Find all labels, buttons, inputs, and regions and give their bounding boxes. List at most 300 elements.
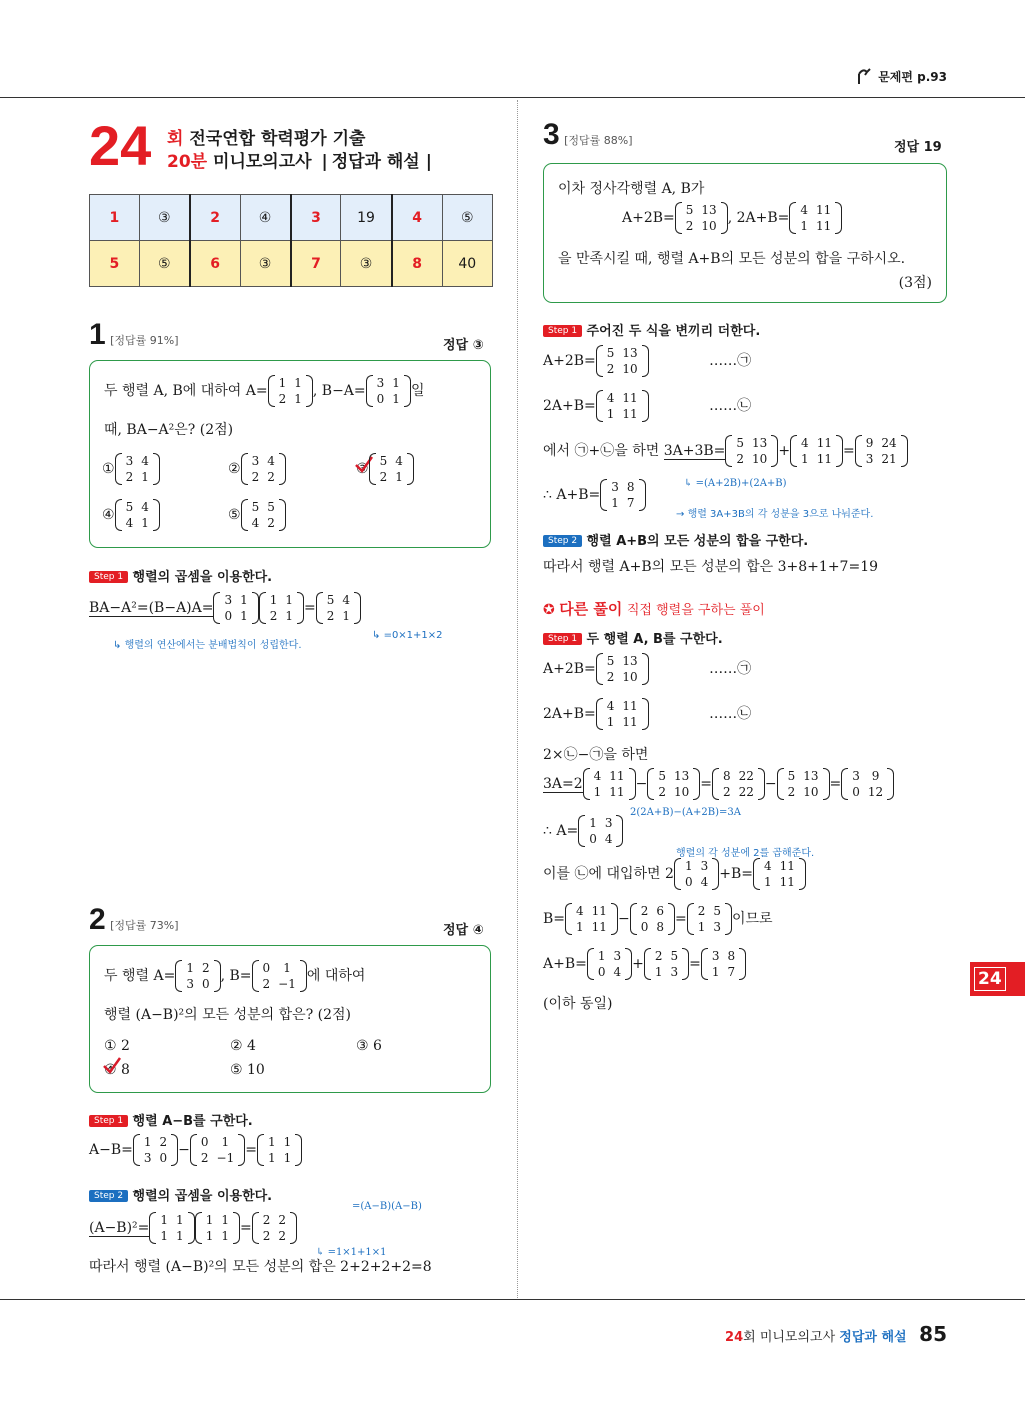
matrix-entry: 1 — [176, 1213, 184, 1227]
matrix-entry: 1 — [763, 875, 772, 889]
alt-sum-lhs: A+B= — [543, 956, 587, 972]
matrix-entry: 3 — [865, 452, 874, 466]
q1-choice-2[interactable] — [228, 453, 286, 485]
matrix-entry: 8 — [656, 920, 664, 934]
step-text: 행렬의 곱셈을 이용한다. — [132, 1189, 273, 1204]
matrix — [777, 768, 830, 800]
q1-sol-lhs: BA−A²=(B−A)A= — [89, 600, 214, 616]
matrix-entry: 5 — [713, 904, 721, 918]
matrix-entry: 2 — [697, 904, 706, 918]
matrix — [259, 592, 304, 624]
matrix-entry: 4 — [606, 699, 615, 713]
matrix-entry: 4 — [604, 832, 613, 846]
matrix — [753, 858, 806, 890]
matrix-entry: 2 — [159, 1135, 168, 1149]
matrix-entry: 2 — [606, 670, 615, 684]
matrix-entry: 5 — [251, 500, 260, 514]
q3-result — [543, 479, 646, 511]
page-header — [89, 114, 152, 177]
q3-eq1: A+2B= — [622, 210, 675, 226]
matrix-entry: 4 — [125, 516, 134, 530]
matrix — [687, 903, 732, 935]
alt-A — [543, 815, 623, 847]
matrix-entry: 3 — [125, 454, 134, 468]
matrix-entry: 3 — [670, 965, 679, 979]
matrix-entry: 5 — [606, 346, 615, 360]
q2-note-top: =(A−B)(A−B) — [352, 1201, 422, 1212]
problem-reference-label: 문제편 p.93 — [878, 69, 947, 84]
answer-num: 4 — [392, 195, 442, 241]
matrix-entry: −1 — [278, 977, 296, 991]
q3-conclusion: 따라서 행렬 A+B의 모든 성분의 합은 3+8+1+7=19 — [543, 559, 879, 575]
answer-value: 19 — [341, 195, 392, 241]
footer-text-1: 회 미니모의고사 — [743, 1330, 840, 1345]
matrix-entry: 1 — [143, 1135, 152, 1149]
q2-choice-2[interactable]: ② 4 — [230, 1038, 256, 1054]
choice-label: ② — [228, 461, 241, 477]
matrix — [600, 479, 645, 511]
matrix-entry: 4 — [342, 593, 351, 607]
matrix-entry: 5 — [736, 436, 745, 450]
answer-value: ⑤ — [139, 241, 190, 287]
matrix-entry: 0 — [684, 875, 693, 889]
answer-num: 1 — [90, 195, 140, 241]
problem-reference[interactable] — [854, 66, 947, 86]
header-title-2: 미니모의고사 — [213, 152, 312, 172]
matrix-entry: 13 — [803, 769, 819, 783]
matrix — [578, 815, 623, 847]
column-divider — [517, 100, 518, 1298]
matrix-entry: 1 — [576, 920, 584, 934]
matrix-entry: 1 — [606, 715, 615, 729]
matrix-entry: 13 — [701, 203, 717, 217]
q2-stem-post: 에 대하여 — [306, 968, 366, 984]
matrix-entry: 1 — [160, 1213, 169, 1227]
q2-step2 — [89, 1185, 272, 1204]
matrix-entry: 10 — [752, 452, 768, 466]
matrix-entry: 3 — [376, 376, 385, 390]
header-line-2: 20분 미니모의고사 | 정답과 해설 | — [167, 152, 432, 172]
matrix-entry: 10 — [622, 362, 638, 376]
matrix-entry: 2 — [200, 1151, 209, 1165]
alt-l1: A+2B= — [543, 661, 596, 677]
answer-num: 3 — [291, 195, 341, 241]
matrix-entry: 1 — [160, 1229, 169, 1243]
answer-num: 7 — [291, 241, 341, 287]
q1-stem-pre: 두 행렬 A, B에 대하여 A= — [104, 383, 268, 399]
step-badge: Step 1 — [89, 1115, 128, 1127]
matrix-entry: 1 — [342, 609, 351, 623]
q1-stem-mid: , B−A= — [312, 383, 366, 399]
alt-operation: 2×㉡−㉠을 하면 — [543, 747, 649, 763]
matrix-entry: 2 — [654, 949, 663, 963]
matrix-entry: 11 — [779, 875, 795, 889]
matrix-entry: 1 — [267, 1135, 276, 1149]
alt-etc: (이하 동일) — [543, 996, 613, 1012]
matrix-entry: 1 — [611, 496, 619, 510]
q3-eq2: , 2A+B= — [727, 210, 790, 226]
matrix-entry: 21 — [881, 452, 897, 466]
matrix-entry: 2 — [201, 961, 210, 975]
matrix-entry: 13 — [673, 769, 690, 783]
matrix-entry: 2 — [262, 1213, 271, 1227]
matrix-entry: 1 — [141, 470, 149, 484]
matrix — [241, 499, 286, 531]
q3-tag-1: ……㉠ — [709, 353, 752, 369]
matrix-entry: 0 — [200, 1135, 209, 1149]
q2-choice-5[interactable]: ⑤ 10 — [230, 1062, 265, 1078]
q1-choice-5[interactable] — [228, 499, 286, 531]
alt-eq-3a: 3A=2 4 11 1 11 − 5 13 2 10 = 8 22 2 22 − 5 13 2 10 = 3 9 0 12 — [543, 768, 894, 800]
matrix — [257, 1134, 302, 1166]
matrix-entry: 11 — [591, 904, 607, 918]
q3-note-b-text: 행렬 3A+3B의 각 성분을 3으로 나눠준다. — [687, 509, 874, 520]
alt-sub-mid: +B= — [719, 866, 753, 882]
matrix-entry: 2 — [278, 1229, 286, 1243]
q2-choice-1[interactable]: ① 2 — [104, 1038, 130, 1054]
q2-heading — [89, 903, 179, 937]
matrix-entry: 0 — [201, 977, 210, 991]
alt-tag-1: ……㉠ — [709, 661, 752, 677]
matrix-entry: 4 — [251, 516, 260, 530]
answer-num: 8 — [392, 241, 442, 287]
hand-pointer-icon — [854, 66, 874, 86]
matrix-entry: 1 — [283, 961, 291, 975]
q2-conclusion: 따라서 행렬 (A−B)²의 모든 성분의 합은 2+2+2+2=8 — [89, 1259, 432, 1275]
matrix-entry: 1 — [205, 1229, 214, 1243]
matrix-entry: 4 — [700, 875, 709, 889]
matrix — [675, 202, 728, 234]
matrix-entry: 1 — [654, 965, 663, 979]
side-tab-label: 24 — [974, 967, 1006, 991]
matrix-entry: 0 — [589, 832, 597, 846]
q3-stem-2: 을 만족시킬 때, 행렬 A+B의 모든 성분의 합을 구하시오. — [558, 251, 906, 267]
matrix-entry: 3 — [186, 977, 194, 991]
answer-num: 2 — [190, 195, 240, 241]
matrix — [565, 903, 618, 935]
q2-choice-3[interactable]: ③ 6 — [356, 1038, 382, 1054]
matrix-entry: 2 — [278, 1213, 286, 1227]
alt-note-2: 행렬의 각 성분에 2를 곱해준다. — [676, 848, 815, 859]
step-badge: Step 1 — [543, 325, 582, 337]
q2-number: 2 — [89, 903, 106, 936]
matrix-entry: 8 — [727, 949, 736, 963]
q2-stem-mid: , B= — [220, 968, 252, 984]
matrix-entry: 11 — [622, 391, 638, 405]
matrix — [701, 948, 746, 980]
matrix-entry: 2 — [640, 904, 649, 918]
answer-value: ③ — [240, 241, 291, 287]
alt-sub-pre: 이를 ㉡에 대입하면 2 — [543, 866, 674, 882]
answer-value: ③ — [139, 195, 190, 241]
matrix-entry: 11 — [622, 699, 638, 713]
matrix-entry: 2 — [379, 470, 388, 484]
matrix-entry: 3 — [613, 949, 622, 963]
matrix-entry: 6 — [656, 904, 664, 918]
matrix-entry: 11 — [816, 452, 832, 466]
q2-answer: 정답 ④ — [443, 923, 484, 938]
matrix-entry: 22 — [738, 769, 754, 783]
matrix-entry: 11 — [609, 785, 625, 799]
bottom-rule — [0, 1299, 1025, 1300]
q1-choice-4[interactable] — [102, 499, 160, 531]
matrix-entry: 4 — [141, 500, 149, 514]
answer-value: ④ — [240, 195, 291, 241]
matrix-entry: 1 — [283, 1135, 292, 1149]
header-line-1 — [167, 124, 365, 149]
matrix-entry: 0 — [159, 1151, 168, 1165]
alt-B-lhs: B= — [543, 911, 566, 927]
matrix-entry: 2 — [722, 785, 731, 799]
matrix-entry: 11 — [622, 407, 638, 421]
matrix-entry: 7 — [727, 965, 736, 979]
matrix-entry: 2 — [262, 977, 271, 991]
q2-stem-2: 행렬 (A−B)²의 모든 성분의 합은? (2점) — [104, 1007, 352, 1023]
matrix — [674, 858, 719, 890]
q3-eq-sum: 에서 ㉠+㉡을 하면 3A+3B= 5 13 2 10 + 4 11 1 11 = 9 24 3 21 — [543, 435, 908, 467]
matrix-entry: 10 — [701, 219, 717, 233]
matrix-entry: 3 — [611, 480, 619, 494]
matrix — [241, 453, 286, 485]
matrix-entry: 5 — [267, 500, 275, 514]
side-tab[interactable] — [970, 962, 1025, 996]
matrix-entry: 5 — [326, 593, 335, 607]
matrix-entry: 8 — [626, 480, 635, 494]
matrix-entry: 2 — [787, 785, 796, 799]
q1-choice-3[interactable] — [356, 453, 414, 485]
matrix-entry: 5 — [787, 769, 796, 783]
matrix-entry: 11 — [779, 859, 795, 873]
matrix-entry: 8 — [722, 769, 731, 783]
q3-points: (3점) — [898, 275, 932, 291]
alt-l2: 2A+B= — [543, 706, 596, 722]
q1-number: 1 — [89, 318, 106, 351]
matrix — [133, 1134, 178, 1166]
matrix — [596, 653, 649, 685]
q2-note-bottom: ↳ =1×1+1×1 — [316, 1247, 387, 1258]
matrix — [712, 768, 765, 800]
matrix-entry: 3 — [711, 949, 720, 963]
matrix-entry: 5 — [606, 654, 615, 668]
matrix-entry: 1 — [240, 593, 248, 607]
matrix-entry: 11 — [816, 203, 832, 217]
matrix-entry: 2 — [267, 470, 275, 484]
matrix-entry: 1 — [294, 376, 302, 390]
q3-note-b: → 행렬 3A+3B의 각 성분을 3으로 나눠준다. — [676, 509, 874, 520]
alt-lhs: 3A=2 — [543, 776, 583, 792]
matrix-entry: 1 — [684, 859, 693, 873]
alt-tag-2: ……㉡ — [709, 706, 752, 722]
answer-value: ⑤ — [442, 195, 492, 241]
matrix-entry: 1 — [395, 470, 403, 484]
matrix-entry: 0 — [597, 965, 606, 979]
q2-step1 — [89, 1110, 253, 1129]
matrix — [647, 768, 700, 800]
matrix-entry: 1 — [800, 219, 809, 233]
matrix-entry: 3 — [852, 769, 860, 783]
alt-note: 2(2A+B)−(A+2B)=3A — [630, 807, 741, 818]
step-text: 행렬 A+B의 모든 성분의 합을 구한다. — [586, 534, 809, 549]
answer-value: ③ — [341, 241, 392, 287]
matrix-entry: 3 — [700, 859, 709, 873]
q2-rate: [정답률 73%] — [110, 919, 179, 932]
q2-step1-eq: A−B= 1 2 3 0 − 0 1 2 −1 = 1 1 1 1 — [89, 1134, 302, 1166]
answer-num: 5 — [90, 241, 140, 287]
matrix-entry: 4 — [801, 436, 809, 450]
q3-box — [543, 163, 947, 303]
q3-heading — [543, 118, 633, 152]
matrix-entry: 4 — [593, 769, 602, 783]
choice-text: ④ 8 — [104, 1062, 130, 1078]
matrix — [175, 960, 220, 992]
header-title-3: 정답과 해설 — [331, 152, 420, 172]
check-mark-icon — [102, 1056, 122, 1076]
q1-box — [89, 360, 491, 548]
q3-stem-eq — [622, 202, 842, 234]
matrix — [316, 592, 361, 624]
q3-tag-2: ……㉡ — [709, 398, 752, 414]
q1-stem — [104, 375, 424, 407]
q1-answer: 정답 ③ — [443, 338, 484, 353]
matrix-entry: 1 — [697, 920, 706, 934]
matrix — [369, 453, 414, 485]
matrix — [644, 948, 689, 980]
matrix-entry: 2 — [269, 609, 278, 623]
matrix-entry: 5 — [685, 203, 694, 217]
matrix-entry: 2 — [736, 452, 745, 466]
matrix — [596, 345, 649, 377]
matrix — [790, 435, 843, 467]
choice-label: ④ — [102, 507, 115, 523]
choice-label: ⑤ — [228, 507, 241, 523]
matrix — [596, 698, 649, 730]
q3-l1: A+2B= — [543, 353, 596, 369]
matrix-entry: 1 — [205, 1213, 214, 1227]
matrix-entry: 0 — [376, 392, 385, 406]
matrix-entry: 2 — [278, 392, 287, 406]
step-text: 행렬의 곱셈을 이용한다. — [132, 570, 273, 585]
matrix-entry: 1 — [801, 452, 809, 466]
matrix — [268, 375, 313, 407]
matrix-entry: 1 — [285, 593, 294, 607]
matrix-entry: 3 — [224, 593, 233, 607]
star-icon: ✪ — [543, 602, 555, 618]
q3-add-pre: 에서 ㉠+㉡을 하면 — [543, 443, 664, 459]
matrix-entry: 5 — [670, 949, 679, 963]
step-badge: Step 2 — [543, 535, 582, 547]
q2-note-bottom-text: =1×1+1×1 — [327, 1247, 387, 1258]
q1-step1 — [89, 566, 272, 585]
matrix — [583, 768, 636, 800]
alt-A-lhs: ∴ A= — [543, 823, 579, 839]
matrix — [596, 390, 649, 422]
answer-num: 6 — [190, 241, 240, 287]
step-badge: Step 1 — [543, 633, 582, 645]
matrix-entry: 10 — [673, 785, 690, 799]
matrix-entry: 1 — [176, 1229, 184, 1243]
matrix-entry: 2 — [606, 362, 615, 376]
matrix-entry: 4 — [613, 965, 622, 979]
alt-solution-title — [543, 598, 765, 619]
matrix-entry: 1 — [294, 392, 302, 406]
q2-stem-pre: 두 행렬 A= — [104, 968, 176, 984]
matrix-entry: 1 — [240, 609, 248, 623]
matrix-entry: 1 — [186, 961, 194, 975]
q3-note-a: ↳ =(A+2B)+(2A+B) — [684, 478, 787, 489]
q3-answer: 정답 19 — [894, 140, 942, 155]
matrix — [855, 435, 908, 467]
matrix-entry: 7 — [626, 496, 635, 510]
matrix — [630, 903, 675, 935]
matrix — [149, 1212, 194, 1244]
matrix — [115, 453, 160, 485]
step-badge: Step 1 — [89, 571, 128, 583]
matrix-entry: 9 — [865, 436, 874, 450]
matrix-entry: 3 — [251, 454, 260, 468]
q3-number: 3 — [543, 118, 560, 151]
answer-table — [89, 194, 493, 287]
matrix-entry: 11 — [816, 436, 832, 450]
matrix-entry: 4 — [606, 391, 615, 405]
q3-note-a-text: =(A+2B)+(2A+B) — [695, 478, 787, 489]
matrix-entry: 4 — [800, 203, 809, 217]
alt-B: B= 4 11 1 11 − 2 6 0 8 = 2 5 1 3 이므로 — [543, 904, 773, 934]
matrix-entry: 2 — [658, 785, 666, 799]
matrix-entry: 10 — [622, 670, 638, 684]
q3-step2 — [543, 530, 808, 549]
matrix — [252, 1212, 297, 1244]
matrix-entry: 4 — [141, 454, 149, 468]
alt-subtitle: 직접 행렬을 구하는 풀이 — [626, 603, 765, 618]
answer-value: 40 — [442, 241, 492, 287]
alt-B-post: 이므로 — [731, 911, 773, 927]
matrix-entry: 10 — [803, 785, 819, 799]
matrix-entry: 1 — [267, 1151, 276, 1165]
matrix-entry: 3 — [143, 1151, 152, 1165]
matrix — [252, 960, 307, 992]
round-number: 24 — [89, 114, 152, 177]
q1-solution: BA−A²=(B−A)A= 3 1 0 1 1 1 2 1 = 5 4 2 1 — [89, 592, 361, 624]
q2-choice-4[interactable] — [104, 1062, 130, 1078]
matrix-entry: 1 — [278, 376, 287, 390]
matrix-entry: 2 — [251, 470, 260, 484]
alt-eq-a — [543, 653, 751, 685]
step-text: 행렬 A−B를 구한다. — [132, 1114, 253, 1129]
matrix-entry: 4 — [395, 454, 403, 468]
footer-round: 24 — [725, 1330, 744, 1345]
matrix-entry: 1 — [392, 376, 400, 390]
matrix-entry: 1 — [221, 1135, 230, 1149]
check-mark-icon — [356, 461, 369, 477]
q1-stem-2: 때, BA−A²은? (2점) — [104, 422, 234, 438]
matrix-entry: 5 — [125, 500, 134, 514]
matrix — [190, 1134, 245, 1166]
q1-choice-1[interactable] — [102, 453, 160, 485]
q3-step1 — [543, 320, 760, 339]
matrix-entry: 1 — [711, 965, 720, 979]
matrix — [841, 768, 894, 800]
matrix-entry: 1 — [141, 516, 149, 530]
matrix — [366, 375, 411, 407]
alt-eq-b — [543, 698, 751, 730]
page-number: 85 — [919, 1322, 947, 1346]
matrix-entry: 3 — [713, 920, 721, 934]
choice-label: ① — [102, 461, 115, 477]
matrix — [725, 435, 778, 467]
matrix-entry: 11 — [591, 920, 607, 934]
matrix-entry: 13 — [752, 436, 768, 450]
matrix — [789, 202, 842, 234]
